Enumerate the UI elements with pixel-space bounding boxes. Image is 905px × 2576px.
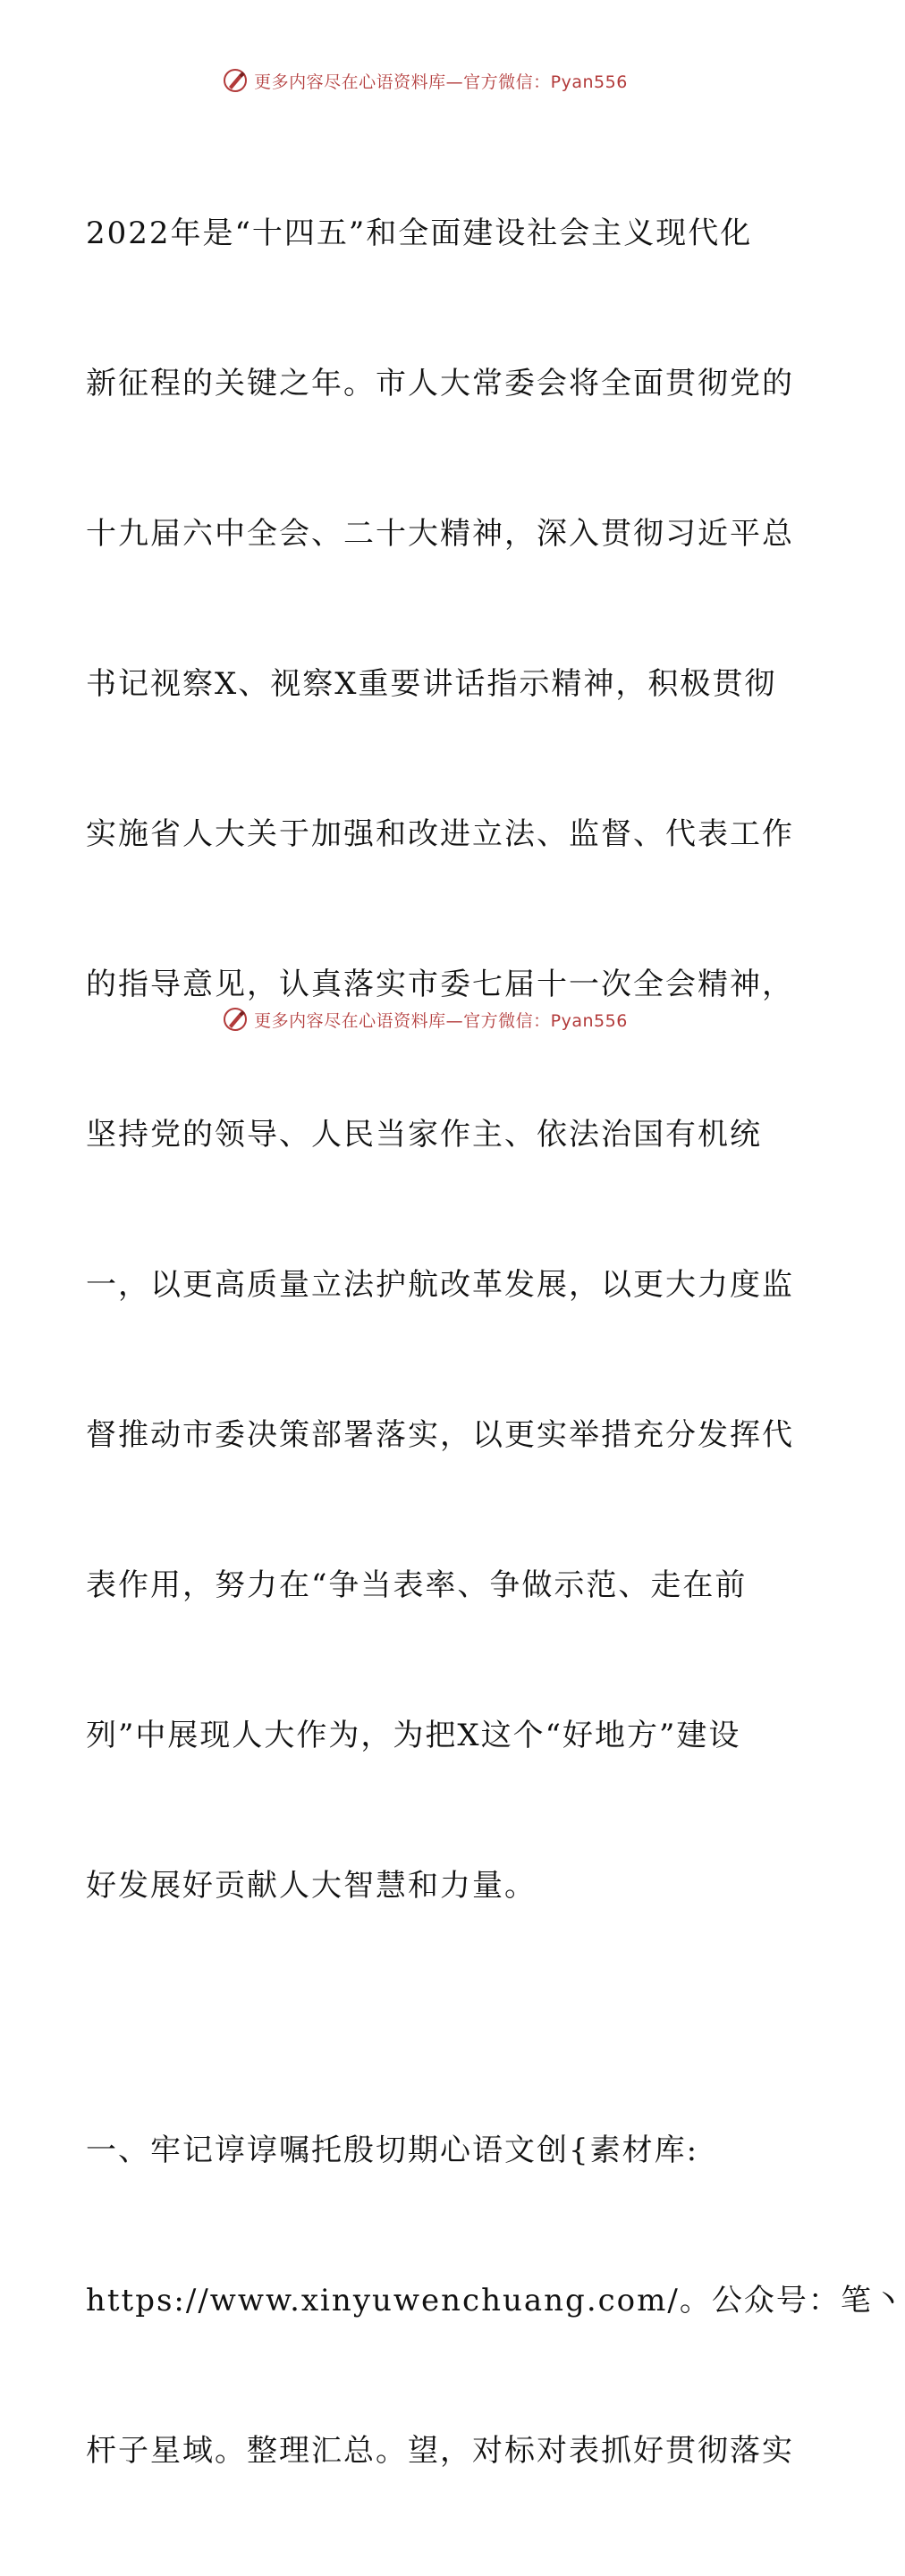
header-watermark-banner (0, 63, 850, 98)
text-line: 实施省人大关于加强和改进立法、监督、代表工作 (86, 816, 794, 852)
paragraph-intro (86, 108, 794, 2011)
paragraph-section-one (86, 2025, 905, 2576)
fountain-pen-logo-icon (222, 1006, 249, 1033)
footer-watermark-text: 更多内容尽在心语资料库—官方微信：Pyan556 (254, 1010, 628, 1031)
text-line: 新征程的关键之年。市人大常委会将全面贯彻党的 (86, 366, 794, 401)
text-line: 一，以更高质量立法护航改革发展，以更大力度监 (86, 1267, 794, 1303)
text-line: 列”中展现人大作为，为把X这个“好地方”建设 (86, 1718, 741, 1753)
text-line: 好发展好贡献人大智慧和力量。 (86, 1868, 537, 1904)
text-line: 督推动市委决策部署落实，以更实举措充分发挥代 (86, 1417, 794, 1453)
footer-watermark-banner (0, 1001, 850, 1037)
fountain-pen-logo-icon (222, 67, 249, 94)
document-body (86, 108, 905, 2576)
text-line: 杆子星域。整理汇总。望，对标对表抓好贯彻落实 (86, 2433, 794, 2469)
text-line: 表作用，努力在“争当表率、争做示范、走在前 (86, 1567, 748, 1603)
text-line: 的指导意见，认真落实市委七届十一次全会精神， (86, 967, 794, 1002)
section-heading-line: 一、牢记谆谆嘱托殷切期心语文创{素材库: (86, 2133, 699, 2168)
text-line: 书记视察X、视察X重要讲话指示精神，积极贯彻 (86, 666, 777, 702)
text-line: 十九届六中全会、二十大精神，深入贯彻习近平总 (86, 516, 794, 552)
text-line: 坚持党的领导、人民当家作主、依法治国有机统 (86, 1117, 762, 1153)
text-line: https://www.xinyuwenchuang.com/。公众号：笔丶 (86, 2283, 905, 2318)
header-watermark-text: 更多内容尽在心语资料库—官方微信：Pyan556 (254, 72, 628, 92)
text-line: 2022年是“十四五”和全面建设社会主义现代化 (86, 215, 753, 251)
